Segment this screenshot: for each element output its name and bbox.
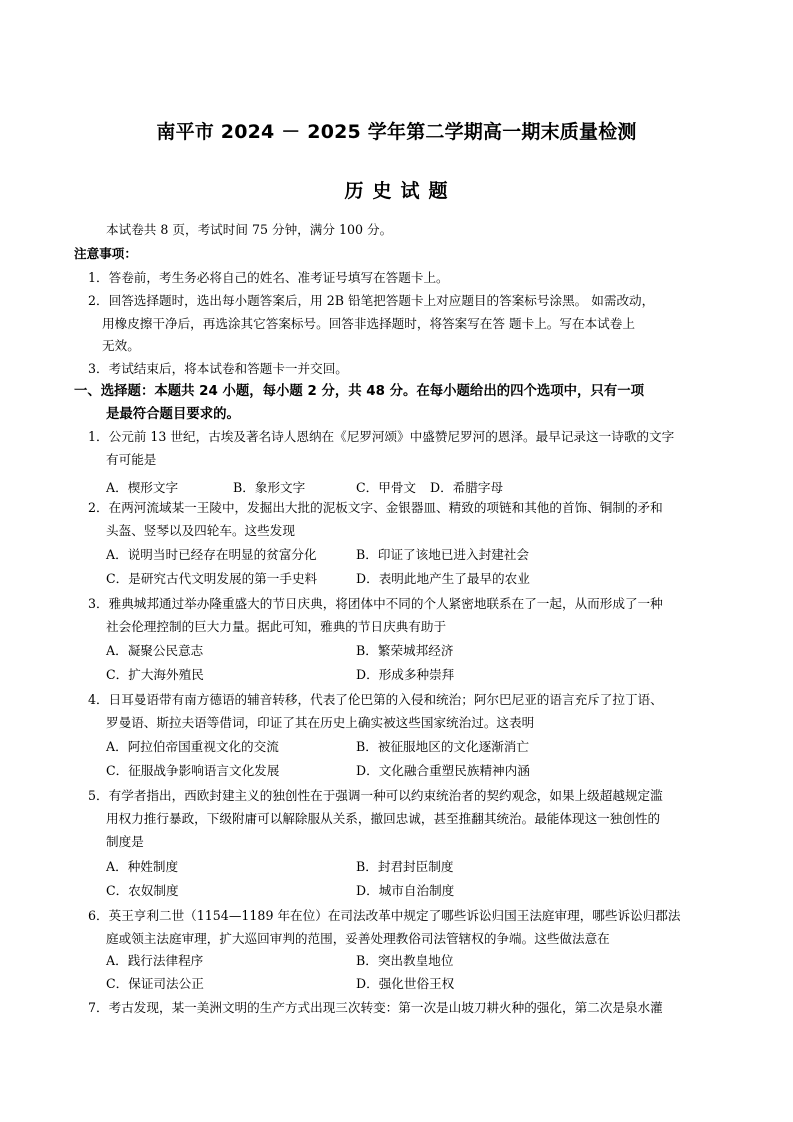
subject-title: 历史试题 xyxy=(344,180,457,202)
question-text: 4．日耳曼语带有南方德语的辅音转移，代表了伦巴第的入侵和统治；阿尔巴尼亚的语言充斥了拉丁语、 xyxy=(88,692,663,707)
note-item: 无效。 xyxy=(102,338,140,353)
option-c: C．扩大海外殖民 xyxy=(106,667,204,682)
question-text: 头盔、竖琴以及四轮车。这些发现 xyxy=(106,523,295,538)
question-text: 6．英王亨利二世（1154—1189 年在位）在司法改革中规定了哪些诉讼归国王法庭审理，哪些诉讼归郡法 xyxy=(88,908,681,923)
option-b: B．突出教皇地位 xyxy=(356,953,454,968)
exam-intro: 本试卷共 8 页，考试时间 75 分钟，满分 100 分。 xyxy=(106,222,393,237)
option-a: A．楔形文字 xyxy=(106,480,179,495)
option-d: D．希腊字母 xyxy=(430,480,504,495)
option-c: C．农奴制度 xyxy=(106,883,179,898)
note-item: 2．回答选择题时，选出每小题答案后，用 2B 铅笔把答题卡上对应题目的答案标号涂黑。 如需改动， xyxy=(88,293,655,308)
question-text: 5．有学者指出，西欧封建主义的独创性在于强调一种可以约束统治者的契约观念，如果上级超越规定滥 xyxy=(88,788,663,803)
question-text: 3．雅典城邦通过举办隆重盛大的节日庆典，将团体中不同的个人紧密地联系在了一起，从而形成了一种 xyxy=(88,596,663,611)
question-text: 罗曼语、斯拉夫语等借词，印证了其在历史上确实被这些国家统治过。这表明 xyxy=(106,715,535,730)
option-a: A．践行法律程序 xyxy=(106,953,204,968)
option-c: C．征服战争影响语言文化发展 xyxy=(106,763,280,778)
note-item: 3．考试结束后，将本试卷和答题卡一并交回。 xyxy=(88,361,348,376)
note-item: 1．答卷前，考生务必将自己的姓名、准考证号填写在答题卡上。 xyxy=(88,270,449,285)
option-d: D．形成多种崇拜 xyxy=(356,667,455,682)
question-text: 社会伦理控制的巨大力量。据此可知，雅典的节日庆典有助于 xyxy=(106,619,447,634)
question-text: 用权力推行暴政，下级附庸可以解除服从关系，撤回忠诚，甚至推翻其统治。最能体现这一独创性的 xyxy=(106,811,661,826)
option-b: B．封君封臣制度 xyxy=(356,859,454,874)
question-text: 制度是 xyxy=(106,834,144,849)
option-a: A．说明当时已经存在明显的贫富分化 xyxy=(106,547,317,562)
option-a: A．凝聚公民意志 xyxy=(106,643,204,658)
option-d: D．强化世俗王权 xyxy=(356,976,455,991)
question-text: 1．公元前 13 世纪，古埃及著名诗人恩纳在《尼罗河颂》中盛赞尼罗河的恩泽。最早记录这一诗歌的文字 xyxy=(88,429,675,444)
option-c: C．是研究古代文明发展的第一手史料 xyxy=(106,571,318,586)
notes-heading: 注意事项： xyxy=(74,246,137,261)
option-d: D．城市自治制度 xyxy=(356,883,455,898)
question-text: 7．考古发现，某一美洲文明的生产方式出现三次转变：第一次是山坡刀耕火种的强化，第二次是泉水灌 xyxy=(88,1000,663,1015)
section-heading: 是最符合题目要求的。 xyxy=(106,407,240,422)
section-heading: 一、选择题：本题共 24 小题，每小题 2 分，共 48 分。在每小题给出的四个选项中，只有一项 xyxy=(74,384,645,399)
option-d: D．表明此地产生了最早的农业 xyxy=(356,571,530,586)
note-item: 用橡皮擦干净后，再选涂其它答案标号。回答非选择题时，将答案写在答 题卡上。写在本试卷上 xyxy=(102,316,635,331)
option-d: D．文化融合重塑民族精神内涵 xyxy=(356,763,530,778)
option-c: C．甲骨文 xyxy=(356,480,417,495)
option-b: B．繁荣城邦经济 xyxy=(356,643,454,658)
option-b: B．被征服地区的文化逐渐消亡 xyxy=(356,739,529,754)
question-text: 庭或领主法庭审理，扩大巡回审判的范围，妥善处理教俗司法管辖权的争端。这些做法意在 xyxy=(106,931,610,946)
option-a: A．阿拉伯帝国重视文化的交流 xyxy=(106,739,279,754)
option-a: A．种姓制度 xyxy=(106,859,179,874)
question-text: 有可能是 xyxy=(106,452,157,467)
option-b: B．印证了该地已进入封建社会 xyxy=(356,547,529,562)
option-b: B．象形文字 xyxy=(233,480,306,495)
exam-title: 南平市 2024 － 2025 学年第二学期高一期末质量检测 xyxy=(156,121,637,143)
question-text: 2．在两河流域某一王陵中，发掘出大批的泥板文字、金银器皿、精致的项链和其他的首饰、铜制的矛和 xyxy=(88,500,663,515)
option-c: C．保证司法公正 xyxy=(106,976,204,991)
